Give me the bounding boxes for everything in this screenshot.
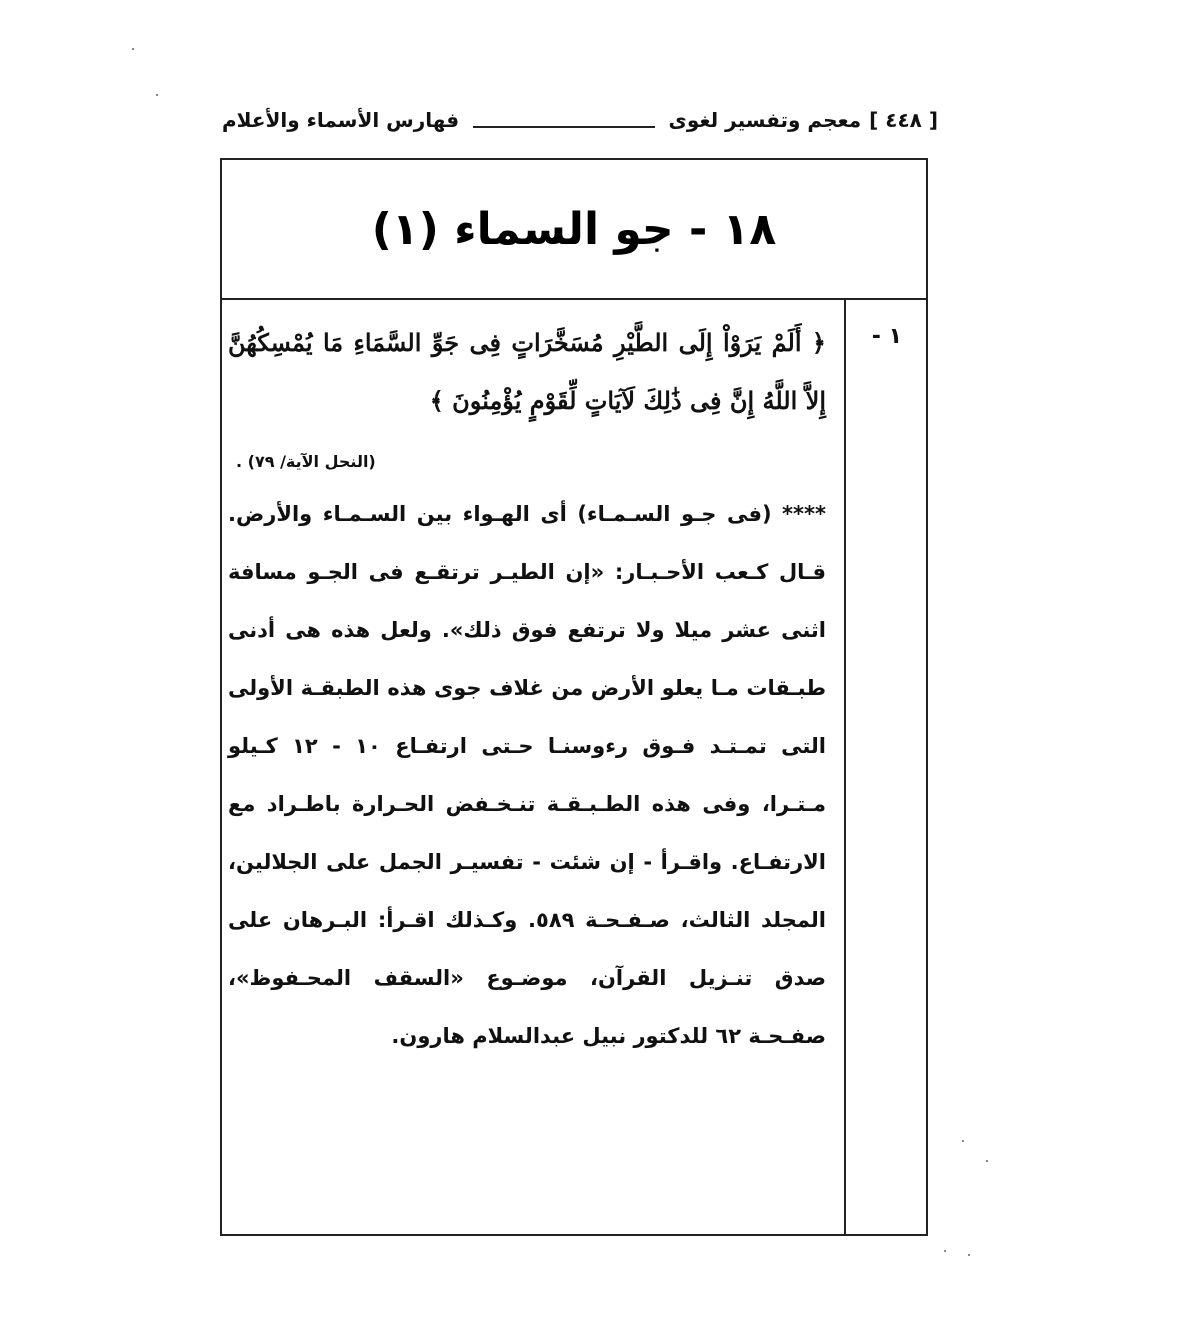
entry-number-column — [844, 298, 926, 1234]
entry-number: ١ - — [871, 324, 902, 349]
quran-verse: ﴿ أَلَمْ يَرَوْاْ إِلَى الطَّيْرِ مُسَخَّرَاتٍ فِى جَوِّ السَّمَاءِ مَا يُمْسِكُهُنَّ إِلاَّ اللَّهُ إِنَّ فِى ذَٰلِكَ لَآيَاتٍ لِّقَوْمٍ يُؤْمِنُونَ ﴾ — [228, 328, 826, 415]
scan-speck — [986, 1160, 988, 1162]
header-rule — [473, 112, 654, 128]
verse-citation: (النحل الآية/ ٧٩) . — [236, 452, 376, 471]
entry-title-row — [222, 160, 926, 300]
scan-speck — [156, 94, 158, 96]
section-title: فهارس الأسماء والأعلام — [222, 108, 460, 132]
scan-speck — [944, 1250, 946, 1252]
page-number: [ ٤٤٨ ] — [869, 108, 938, 132]
scan-speck — [968, 1254, 970, 1256]
scan-speck — [962, 1140, 964, 1142]
entry-box — [220, 158, 928, 1236]
scan-speck — [132, 48, 134, 50]
book-title: معجم وتفسير لغوى — [668, 108, 862, 132]
running-header — [222, 100, 938, 140]
commentary-text: **** (فى جـو السـمـاء) أى الهـواء بين السـمـاء والأرض. قـال كـعب الأحـبـار: «إن الطيـر ترتقـع فى الجـو مسافة اثنى عشر ميلا ولا ترتفع فوق ذلك». ولعل هذه هى أدنى طبـقات مـا يعلو الأرض من غلاف جوى هذه الطبقـة الأولى التى تمـتـد فـوق رءوسنـا حـتى ارتفـاع ١٠ - ١٢ كـيلو مـتـرا، وفى هذه الطـبـقـة تنـخـفض الحـرارة باطـراد مع الارتفـاع. واقـرأ - إن شئت - تفسيـر الجمل على الجلالين، المجلد الثالث، صـفـحـة ٥٨٩. وكـذلك اقـرأ: البـرهان على صدق تنـزيل القرآن، موضـوع «السقف المحـفوظ»، صفـحـة ٦٢ للدكتور نبيل عبدالسلام هارون. — [228, 502, 826, 1048]
entry-title: ١٨ - جو السماء (١) — [371, 203, 777, 255]
entry-content — [222, 300, 842, 1234]
